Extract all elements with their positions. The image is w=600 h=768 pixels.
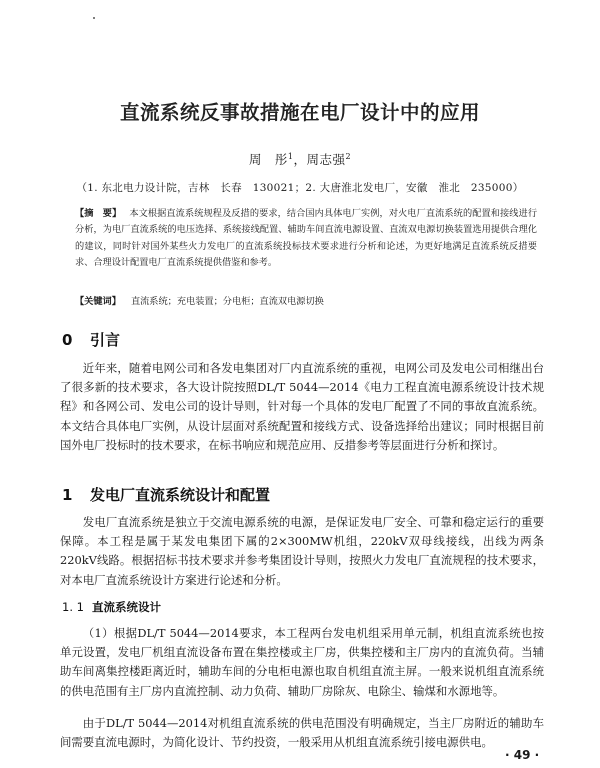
author-2-affil-mark: 2	[345, 151, 352, 161]
keywords-label: 【关键词】	[75, 296, 121, 307]
section-number: 0	[62, 331, 73, 349]
intro-paragraph: 近年来，随着电网公司和各发电集团对厂内直流系统的重视，电网公司及发电公司相继出台了很多新的技术要求，各大设计院按照DL/T 5044—2014《电力工程直流电源系统设计技术规程》和各网公司、发电公司的设计导则，针对每一个具体的发电厂配置了不同的事故直流系统。本文结合具体电厂实例，从设计层面对系统配置和接线方式、设备选择给出建议；同时根据目前国外电厂投标时的技术要求，在标书响应和规范应用、反措参考等层面进行分析和探讨。	[60, 361, 544, 452]
section-number: 1	[62, 486, 73, 504]
page-number: · 49 ·	[505, 748, 540, 762]
subsection-title: 直流系统设计	[92, 600, 161, 614]
author-2: 周志强	[306, 152, 346, 167]
dc-design-paragraph-1: （1）根据DL/T 5044—2014要求，本工程两台发电机组采用单元制，机组直流系统也按单元设置，发电厂机组直流设备布置在集控楼或主厂房，供集控楼和主厂房内的直流负荷。当辅助车间离集控楼距离近时，辅助车间的分电柜电源也取自机组直流主屏。一般来说机组直流系统的供电范围有主厂房内直流控制、动力负荷、辅助厂房除灰、电除尘、输煤和水源地等。	[60, 626, 544, 698]
subsection-heading-dc-design	[62, 599, 161, 615]
section-title: 引言	[90, 331, 121, 349]
subsection-number: 1. 1	[62, 600, 84, 614]
abstract-text: 本文根据直流系统规程及反措的要求，结合国内具体电厂实例，对火电厂直流系统的配置和接线进行分析，为电厂直流系统的电压选择、系统接线配置、辅助车间直流电源设置、直流双电源切换装置选用提供合理化的建议，同时针对国外某些火力发电厂的直流系统投标技术要求进行分析和论述，为更好地满足直流系统反措要求、合理设计配置电厂直流系统提供借鉴和参考。	[75, 208, 538, 269]
dc-design-paragraph-2: 由于DL/T 5044—2014对机组直流系统的供电范围没有明确规定，当主厂房附近的辅助车间需要直流电源时，为简化设计、节约投资，一般采用从机组直流系统引接电源供电。	[60, 716, 544, 750]
author-separator: ，	[293, 152, 307, 167]
keywords-block	[75, 294, 537, 310]
section-title: 发电厂直流系统设计和配置	[90, 486, 271, 504]
scan-speck	[93, 17, 95, 19]
affiliations: （1. 东北电力设计院，吉林 长春 130021；2. 大唐淮北发电厂，安徽 淮北 235000）	[76, 182, 524, 194]
author-1-affil-mark: 1	[287, 151, 294, 161]
paper-title: 直流系统反事故措施在电厂设计中的应用	[119, 101, 480, 124]
author-1: 周 彤	[248, 152, 288, 167]
author-line	[0, 150, 600, 168]
abstract-label: 【摘 要】	[75, 208, 122, 219]
design-paragraph: 发电厂直流系统是独立于交流电源系统的电源，是保证发电厂安全、可靠和稳定运行的重要保障。本工程是属于某发电集团下属的2×300MW机组，220kV双母线接线，出线为两条220kV线路。根据招标书技术要求并参考集团设计导则，按照火力发电厂直流规程的技术要求，对本电厂直流系统设计方案进行论述和分析。	[60, 515, 544, 587]
section-heading-intro	[62, 329, 120, 350]
section-heading-design	[62, 484, 270, 505]
keywords-text: 直流系统；充电装置；分电柜；直流双电源切换	[130, 296, 324, 307]
abstract-block	[75, 206, 537, 272]
